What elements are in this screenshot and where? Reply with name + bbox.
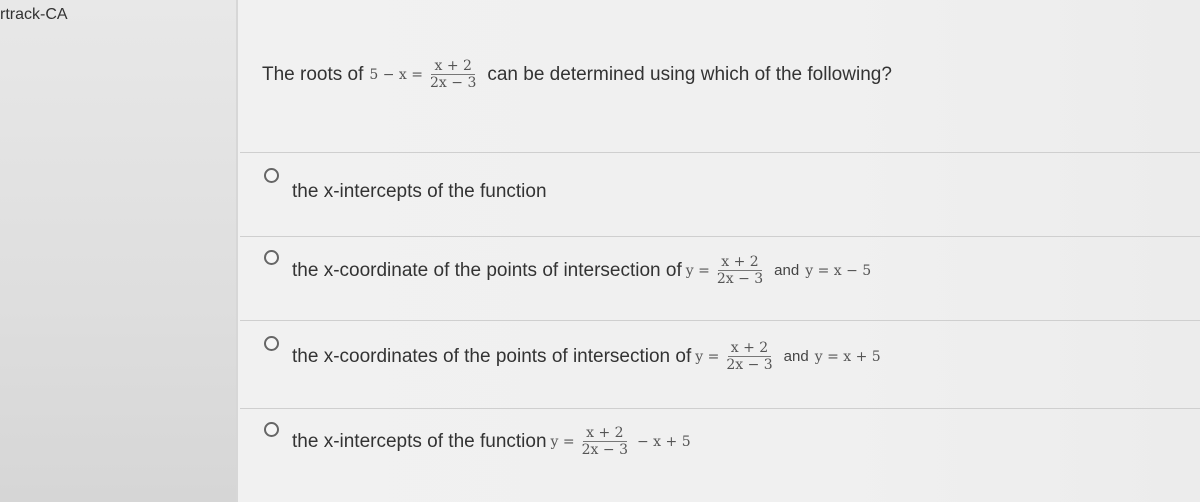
option-3-and: and: [783, 348, 809, 365]
option-2-fraction: [714, 254, 766, 287]
option-4-label[interactable]: [292, 425, 691, 458]
question-frac-den: 2x − 3: [430, 75, 477, 91]
question-suffix: can be determined using which of the following?: [487, 63, 892, 85]
question-frac-num: x + 2: [431, 58, 474, 75]
option-1-radio[interactable]: [264, 168, 279, 183]
option-2-and: and: [774, 262, 800, 279]
option-3-frac-num: x + 2: [728, 340, 771, 357]
app-tag: rtrack-CA: [0, 6, 68, 23]
divider: [240, 320, 1200, 321]
option-3-prefix: the x-coordinates of the points of intersection of: [292, 345, 692, 367]
option-2-frac-den: 2x − 3: [716, 271, 764, 287]
question-fraction: [427, 58, 479, 91]
divider: [240, 408, 1200, 409]
option-2-frac-num: x + 2: [718, 254, 761, 271]
option-2-y-eq: y =: [685, 262, 710, 279]
option-4-y-eq: y =: [550, 433, 575, 450]
option-2-rhs: y = x − 5: [805, 262, 872, 279]
option-1-text: the x-intercepts of the function: [292, 181, 547, 202]
option-3-label[interactable]: [292, 340, 881, 373]
divider: [240, 236, 1200, 237]
option-4-radio[interactable]: [264, 422, 279, 437]
option-3-frac-den: 2x − 3: [726, 357, 773, 373]
question-text: [262, 58, 892, 91]
option-1-label[interactable]: [292, 181, 547, 203]
option-3-rhs: y = x + 5: [814, 348, 881, 365]
option-2-label[interactable]: [292, 254, 871, 287]
question-prefix: The roots of: [262, 63, 364, 85]
left-background: [0, 0, 236, 502]
question-lhs: 5 − x =: [369, 66, 424, 83]
option-4-frac-num: x + 2: [583, 425, 626, 442]
option-2-prefix: the x-coordinate of the points of intersection of: [292, 259, 682, 281]
option-4-frac-den: 2x − 3: [581, 442, 628, 458]
option-4-prefix: the x-intercepts of the function: [292, 430, 547, 452]
option-2-radio[interactable]: [264, 250, 279, 265]
option-3-radio[interactable]: [264, 336, 279, 351]
option-4-tail: − x + 5: [636, 433, 691, 450]
option-3-fraction: [723, 340, 775, 373]
option-3-y-eq: y =: [695, 348, 720, 365]
option-4-fraction: [579, 425, 631, 458]
divider: [240, 152, 1200, 153]
